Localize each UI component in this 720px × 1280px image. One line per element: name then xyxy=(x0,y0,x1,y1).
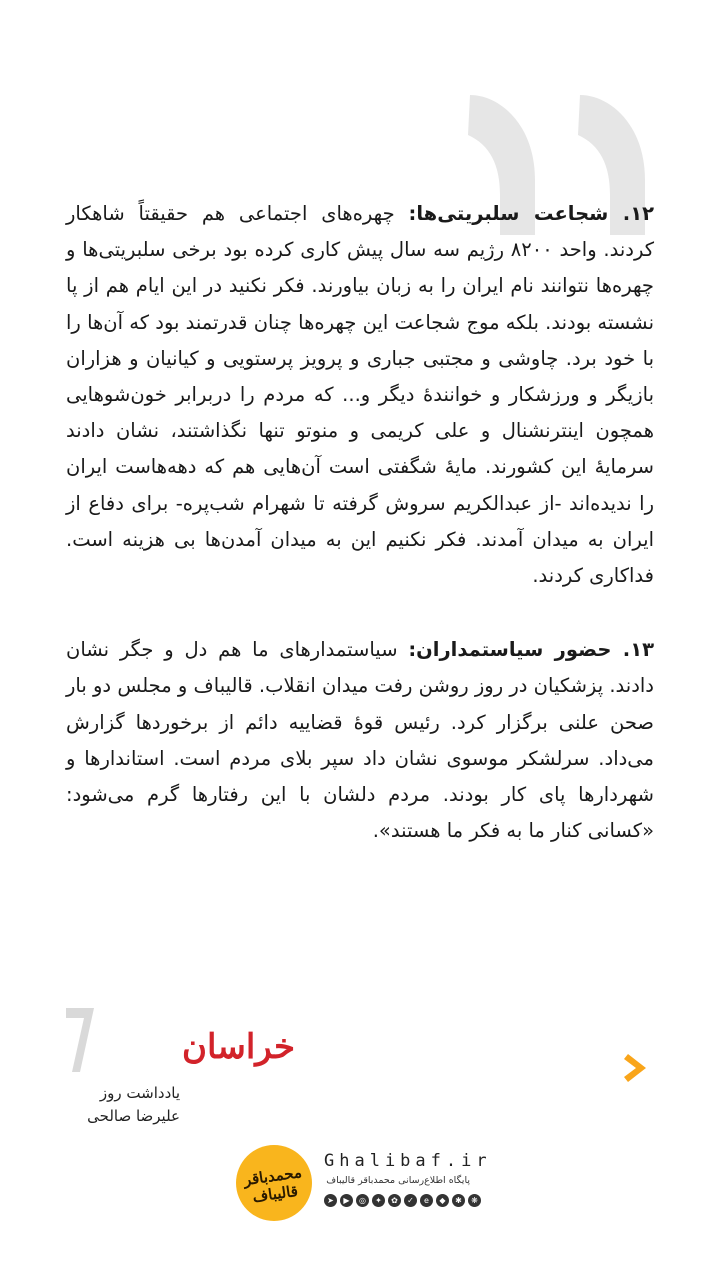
twitter-icon[interactable]: ✦ xyxy=(372,1194,385,1207)
site-url[interactable]: Ghalibaf.ir xyxy=(324,1151,492,1171)
paragraph-heading: ۱۳. حضور سیاستمداران: xyxy=(408,638,654,662)
paragraph-heading: ۱۲. شجاعت سلبریتی‌ها: xyxy=(408,202,654,225)
brand-block xyxy=(60,1000,296,1130)
author-name: علیرضا صالحی xyxy=(87,1107,180,1125)
paragraph-13 xyxy=(66,632,654,849)
aparat-icon[interactable]: ✿ xyxy=(388,1194,401,1207)
telegram-icon[interactable]: ➤ xyxy=(324,1194,337,1207)
youtube-icon[interactable]: ▶ xyxy=(340,1194,353,1207)
check-icon[interactable]: ✓ xyxy=(404,1194,417,1207)
brand-logo-text: خراسان xyxy=(182,1027,296,1067)
social-icons xyxy=(324,1194,481,1207)
ghalibaf-badge xyxy=(236,1145,312,1221)
column-name: یادداشت روز xyxy=(99,1084,180,1102)
bale-icon[interactable]: ✱ xyxy=(452,1194,465,1207)
khorasan-logo xyxy=(60,1000,296,1080)
site-subtitle: پایگاه اطلاع‌رسانی محمدباقر قالیباف xyxy=(326,1175,470,1186)
soroush-icon[interactable]: ❋ xyxy=(468,1194,481,1207)
paragraph-text: سیاستمدارهای ما هم دل و جگر نشان دادند. پزشکیان در روز روشن رفت میدان انقلاب. قالیباف و مجلس دو بار صحن علنی برگزار کرد. رئیس قوهٔ قضاییه دائم از برخوردها گزارش می‌داد. سرلشکر موسوی نشان داد سپر بلای مردم است. استاندارها و شهردارها پای کار بودند. مردم دلشان با این رفتارها گرم می‌شود: «کسانی کنار ما به فکر ما هستند». xyxy=(66,638,654,843)
article-body xyxy=(66,196,654,887)
site-footer xyxy=(236,1145,492,1221)
eitaa-icon[interactable]: e xyxy=(420,1194,433,1207)
paragraph-12 xyxy=(66,196,654,594)
rubika-icon[interactable]: ◆ xyxy=(436,1194,449,1207)
chevron-right-icon[interactable] xyxy=(620,1050,654,1086)
badge-text: محمدباقر قالیباف xyxy=(242,1163,303,1206)
instagram-icon[interactable]: ◎ xyxy=(356,1194,369,1207)
paragraph-text: چهره‌های اجتماعی هم حقیقتاً شاهکار کردند. واحد ۸۲۰۰ رژیم سه سال پیش کاری کرده بود برخی سلبریتی‌ها و چهره‌ها نتوانند نام ایران را به زبان بیاورند. فکر نکنید در این ایام هم از پا نشسته بودند. بلکه موج شجاعت این چهره‌ها چنان قدرتمند بود که آن‌ها را با خود برد. چاوشی و مجتبی جباری و پرویز پرستویی و کیانیان و هزاران بازیگر و ورزشکار و خوانندهٔ دیگر و... که مردم را دربرابر خون‌شوهایی همچون اینترنشنال و علی کریمی و منوتو تنها نگذاشتند، نشان دادند سرمایهٔ این کشورند. مایهٔ شگفتی است آن‌هایی هم که دهه‌هاست ایران را ندیده‌اند -از عبدالکریم سروش گرفته تا شهرام شب‌پره- برای دفاع از ایران به میدان آمدند. فکر نکنیم این به میدان آمدن‌ها بی هزینه است. فداکاری کردند. xyxy=(66,202,655,588)
